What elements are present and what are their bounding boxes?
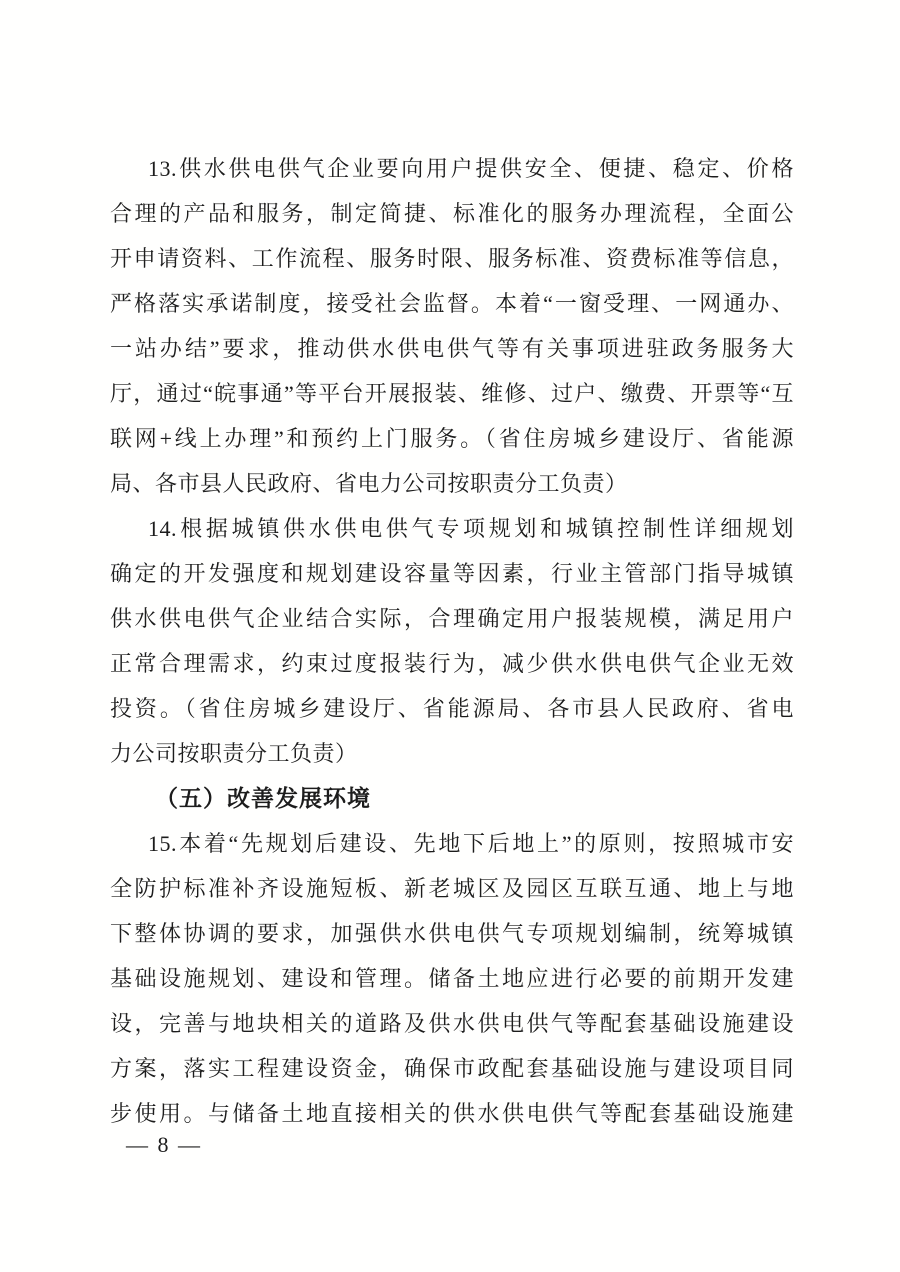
para-15-line-4: 基础设施规划、建设和管理。储备土地应进行必要的前期开发建 [110, 966, 794, 991]
para-14-line-2: 确定的开发强度和规划建设容量等因素，行业主管部门指导城镇 [110, 561, 794, 586]
para-13-line-5: 一站办结”要求，推动供水供电供气等有关事项进驻政务服务大 [110, 336, 794, 361]
para-13-line-1: 13.供水供电供气企业要向用户提供安全、便捷、稳定、价格 [148, 156, 794, 181]
para-15-line-6: 方案，落实工程建设资金，确保市政配套基础设施与建设项目同 [110, 1056, 794, 1081]
para-15-line-1: 15.本着“先规划后建设、先地下后地上”的原则，按照城市安 [148, 831, 794, 856]
para-15-line-5: 设，完善与地块相关的道路及供水供电供气等配套基础设施建设 [110, 1011, 794, 1036]
para-13-line-6: 厅，通过“皖事通”等平台开展报装、维修、过户、缴费、开票等“互 [110, 381, 794, 406]
para-13-line-7: 联网+线上办理”和预约上门服务。（省住房城乡建设厅、省能源 [110, 426, 794, 451]
para-14-line-6: 力公司按职责分工负责） [110, 741, 358, 766]
section-5-heading: （五）改善发展环境 [155, 786, 371, 811]
para-15-line-3: 下整体协调的要求，加强供水供电供气专项规划编制，统筹城镇 [110, 921, 794, 946]
para-14-line-1: 14.根据城镇供水供电供气专项规划和城镇控制性详细规划 [148, 516, 794, 541]
para-14-line-4: 正常合理需求，约束过度报装行为，减少供水供电供气企业无效 [110, 651, 794, 676]
para-13-line-8: 局、各市县人民政府、省电力公司按职责分工负责） [110, 471, 628, 496]
document-body [110, 146, 794, 1136]
para-15-line-7: 步使用。与储备土地直接相关的供水供电供气等配套基础设施建 [110, 1101, 794, 1126]
para-15-line-2: 全防护标准补齐设施短板、新老城区及园区互联互通、地上与地 [110, 876, 794, 901]
para-14-line-5: 投资。（省住房城乡建设厅、省能源局、各市县人民政府、省电 [110, 696, 794, 721]
para-13-line-3: 开申请资料、工作流程、服务时限、服务标准、资费标准等信息， [110, 246, 794, 271]
para-13-line-4: 严格落实承诺制度，接受社会监督。本着“一窗受理、一网通办、 [110, 291, 794, 316]
para-13-line-2: 合理的产品和服务，制定简捷、标准化的服务办理流程，全面公 [110, 201, 794, 226]
page-number: — 8 — [126, 1132, 202, 1157]
para-14-line-3: 供水供电供气企业结合实际，合理确定用户报装规模，满足用户 [110, 606, 794, 631]
